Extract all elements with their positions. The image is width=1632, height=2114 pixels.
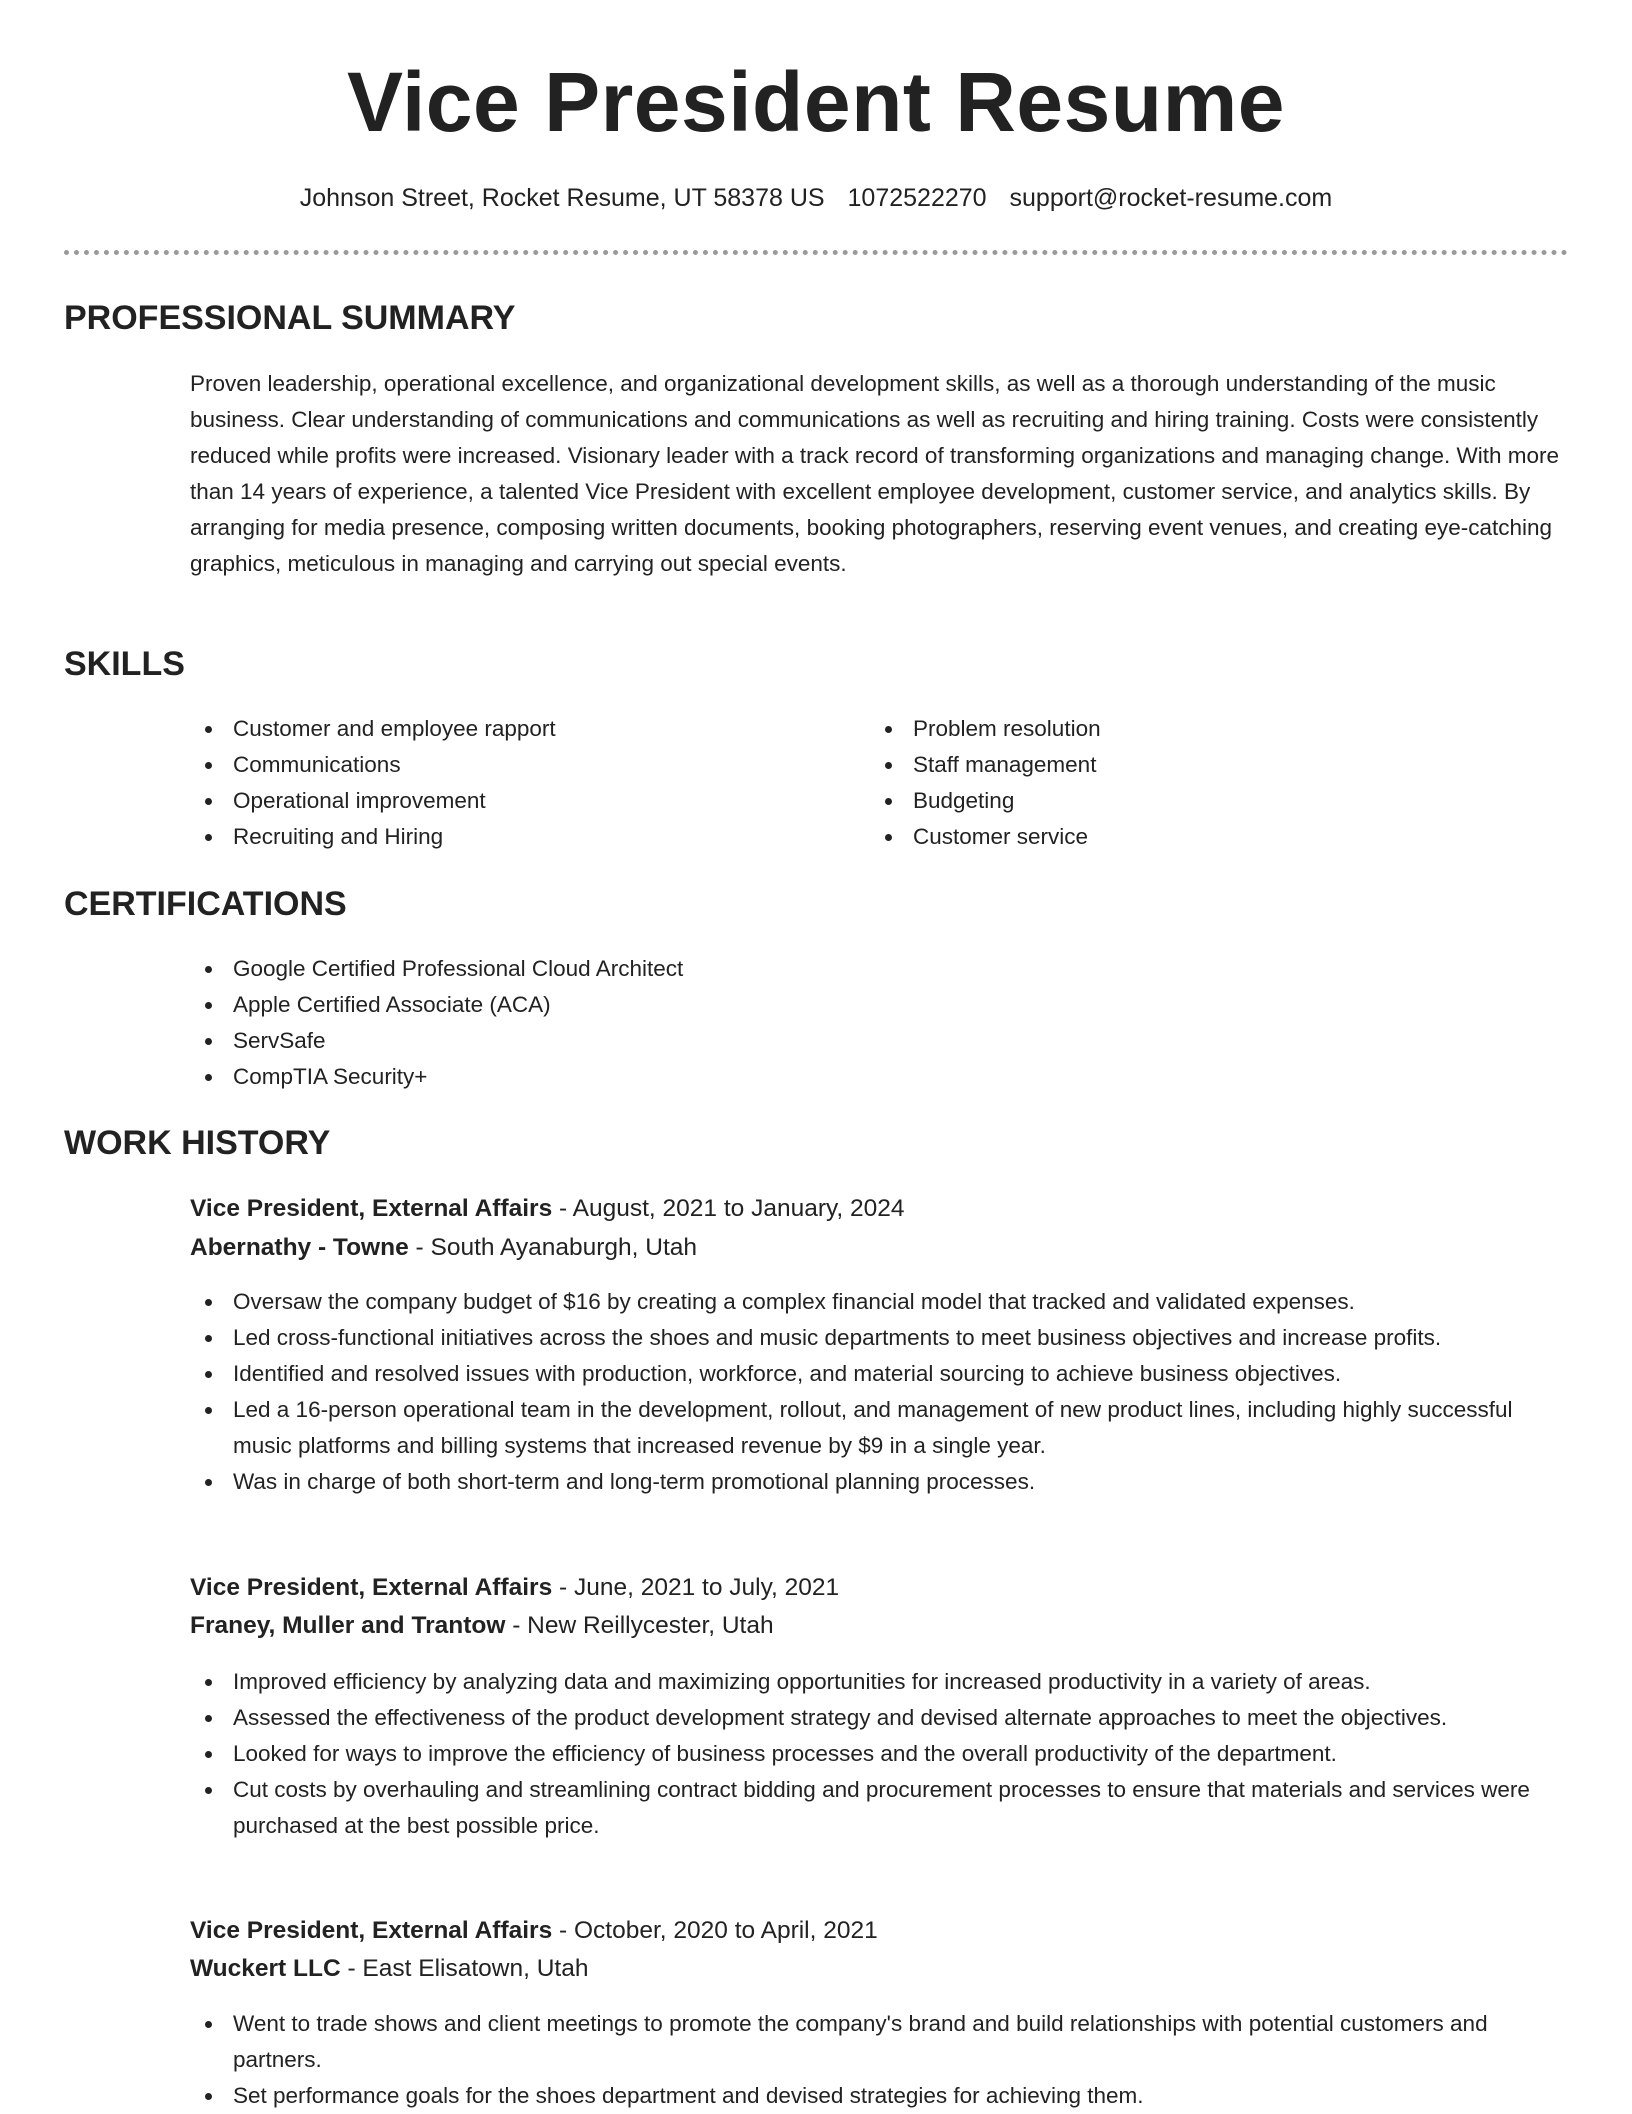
list-item: Looked for ways to improve the efficiency of business processes and the overall productivity of the department. (190, 1736, 1570, 1772)
job-bullets (190, 1284, 1570, 1500)
list-item: Customer service (870, 819, 1530, 855)
list-item: Apple Certified Associate (ACA) (190, 987, 1190, 1023)
job-dates: - June, 2021 to July, 2021 (552, 1574, 840, 1601)
certifications-heading: CERTIFICATIONS (64, 885, 347, 923)
list-item: Oversaw the company budget of $16 by creating a complex financial model that tracked and validated expenses. (190, 1284, 1570, 1320)
work-history-heading: WORK HISTORY (64, 1124, 331, 1162)
list-item: Went to trade shows and client meetings to promote the company's brand and build relationships with potential customers and partners. (190, 2006, 1570, 2078)
job-title: Vice President, External Affairs (190, 1195, 553, 1222)
list-item: Identified and resolved issues with production, workforce, and material sourcing to achieve business objectives. (190, 1356, 1570, 1392)
job-title: Vice President, External Affairs (190, 1574, 553, 1601)
job-dates: - August, 2021 to January, 2024 (552, 1195, 905, 1222)
list-item: Operational improvement (190, 783, 850, 819)
job-company: Franey, Muller and Trantow (190, 1612, 506, 1639)
contact-address: Johnson Street, Rocket Resume, UT 58378 US (299, 184, 825, 212)
job-location: - East Elisatown, Utah (340, 1955, 589, 1982)
list-item: Led a 16-person operational team in the development, rollout, and management of new product lines, including highly successful music platforms and billing systems that increased revenue by $9 in a single year. (190, 1392, 1570, 1464)
job-company: Abernathy - Towne (190, 1234, 409, 1261)
list-item: Set performance goals for the shoes department and devised strategies for achieving them. (190, 2078, 1570, 2114)
job-company-line (190, 1950, 588, 1988)
job-company-line (190, 1229, 697, 1267)
resume-title: Vice President Resume (346, 55, 1286, 149)
job-title: Vice President, External Affairs (190, 1917, 553, 1944)
list-item: Customer and employee rapport (190, 711, 850, 747)
job-title-line (190, 1912, 878, 1950)
header-divider (64, 250, 1568, 255)
list-item: Recruiting and Hiring (190, 819, 850, 855)
job-company-line (190, 1607, 774, 1645)
list-item: Communications (190, 747, 850, 783)
list-item: Led cross-functional initiatives across the shoes and music departments to meet business objectives and increase profits. (190, 1320, 1570, 1356)
list-item: CompTIA Security+ (190, 1059, 1190, 1095)
summary-heading: PROFESSIONAL SUMMARY (64, 299, 516, 337)
list-item: Problem resolution (870, 711, 1530, 747)
skills-list-right (870, 711, 1530, 855)
certifications-list (190, 951, 1190, 1095)
list-item: Assessed the effectiveness of the product development strategy and devised alternate approaches to meet the objectives. (190, 1700, 1570, 1736)
list-item: Cut costs by overhauling and streamlining contract bidding and procurement processes to ensure that materials and services were purchased at the best possible price. (190, 1772, 1570, 1844)
job-title-line (190, 1569, 839, 1607)
list-item: Was in charge of both short-term and long-term promotional planning processes. (190, 1464, 1570, 1500)
contact-email[interactable]: support@rocket-resume.com (1009, 184, 1333, 212)
job-company: Wuckert LLC (190, 1955, 341, 1982)
summary-text: Proven leadership, operational excellence, and organizational development skills, as well as a thorough understanding of the music business. Clear understanding of communications and communications as well as recruiting and hiring training. Costs were consistently reduced while profits were increased. Visionary leader with a track record of transforming organizations and managing change. With more than 14 years of experience, a talented Vice President with excellent employee development, customer service, and analytics skills. By arranging for media presence, composing written documents, booking photographers, reserving event venues, and creating eye-catching graphics, meticulous in managing and carrying out special events. (190, 371, 1560, 576)
job-location: - New Reillycester, Utah (505, 1612, 774, 1639)
list-item: Staff management (870, 747, 1530, 783)
contact-line (0, 180, 1632, 216)
skills-heading: SKILLS (64, 645, 185, 683)
contact-phone[interactable]: 1072522270 (847, 184, 987, 212)
job-dates: - October, 2020 to April, 2021 (552, 1917, 878, 1944)
list-item: Improved efficiency by analyzing data and maximizing opportunities for increased productivity in a variety of areas. (190, 1664, 1570, 1700)
job-bullets (190, 1664, 1570, 1844)
job-location: - South Ayanaburgh, Utah (408, 1234, 698, 1261)
job-title-line (190, 1190, 905, 1228)
job-bullets (190, 2006, 1570, 2114)
list-item: Google Certified Professional Cloud Architect (190, 951, 1190, 987)
list-item: Budgeting (870, 783, 1530, 819)
list-item: ServSafe (190, 1023, 1190, 1059)
skills-list-left (190, 711, 850, 855)
